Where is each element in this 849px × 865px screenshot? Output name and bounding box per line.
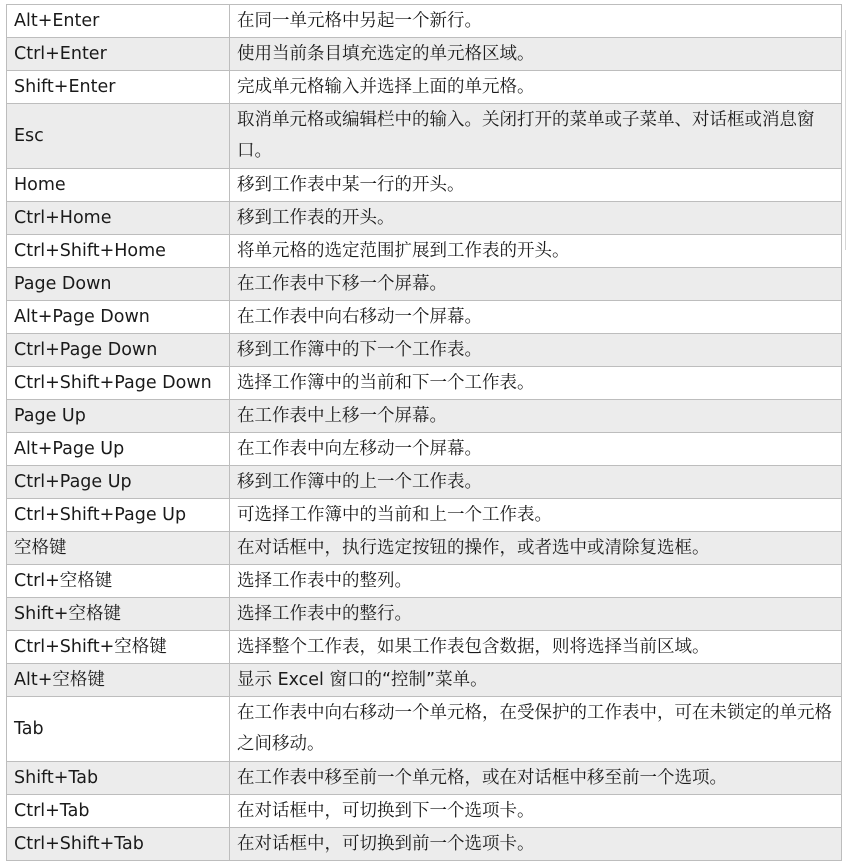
shortcut-table-container	[6, 4, 841, 861]
shortcut-description: 在对话框中，执行选定按钮的操作，或者选中或清除复选框。	[230, 532, 842, 565]
shortcut-description: 选择工作表中的整列。	[230, 565, 842, 598]
table-row	[7, 499, 842, 532]
shortcut-description: 使用当前条目填充选定的单元格区域。	[230, 38, 842, 71]
shortcut-description: 完成单元格输入并选择上面的单元格。	[230, 71, 842, 104]
shortcut-key: Tab	[7, 697, 230, 762]
shortcut-key: Home	[7, 169, 230, 202]
shortcut-key: Alt+空格键	[7, 664, 230, 697]
table-row	[7, 697, 842, 762]
shortcut-key: 空格键	[7, 532, 230, 565]
table-row	[7, 5, 842, 38]
shortcut-description: 移到工作簿中的上一个工作表。	[230, 466, 842, 499]
shortcut-key: Ctrl+Shift+Home	[7, 235, 230, 268]
table-row	[7, 433, 842, 466]
shortcut-description: 在工作表中向右移动一个单元格，在受保护的工作表中，可在未锁定的单元格之间移动。	[230, 697, 842, 762]
shortcut-description: 移到工作表的开头。	[230, 202, 842, 235]
shortcut-key: Ctrl+Enter	[7, 38, 230, 71]
shortcut-key: Page Down	[7, 268, 230, 301]
shortcut-description: 在工作表中上移一个屏幕。	[230, 400, 842, 433]
shortcut-key: Ctrl+Shift+Page Up	[7, 499, 230, 532]
table-row	[7, 532, 842, 565]
table-row	[7, 631, 842, 664]
table-row	[7, 565, 842, 598]
table-row	[7, 235, 842, 268]
shortcut-key: Ctrl+Page Up	[7, 466, 230, 499]
table-row	[7, 762, 842, 795]
shortcut-description: 在对话框中，可切换到下一个选项卡。	[230, 795, 842, 828]
table-row	[7, 828, 842, 861]
table-row	[7, 367, 842, 400]
shortcut-key: Alt+Page Up	[7, 433, 230, 466]
shortcut-description: 在工作表中下移一个屏幕。	[230, 268, 842, 301]
table-row	[7, 466, 842, 499]
shortcut-key: Ctrl+空格键	[7, 565, 230, 598]
shortcut-key: Esc	[7, 104, 230, 169]
scrollbar-edge[interactable]	[845, 30, 849, 250]
shortcut-key: Shift+空格键	[7, 598, 230, 631]
shortcut-description: 在同一单元格中另起一个新行。	[230, 5, 842, 38]
table-row	[7, 598, 842, 631]
shortcut-description: 在对话框中，可切换到前一个选项卡。	[230, 828, 842, 861]
table-row	[7, 202, 842, 235]
table-row	[7, 301, 842, 334]
table-row	[7, 71, 842, 104]
shortcut-description: 取消单元格或编辑栏中的输入。关闭打开的菜单或子菜单、对话框或消息窗口。	[230, 104, 842, 169]
shortcut-table	[6, 4, 842, 861]
shortcut-key: Ctrl+Shift+Tab	[7, 828, 230, 861]
shortcut-description: 移到工作表中某一行的开头。	[230, 169, 842, 202]
shortcut-description: 将单元格的选定范围扩展到工作表的开头。	[230, 235, 842, 268]
shortcut-description: 可选择工作簿中的当前和上一个工作表。	[230, 499, 842, 532]
shortcut-description: 在工作表中向右移动一个屏幕。	[230, 301, 842, 334]
shortcut-description: 在工作表中向左移动一个屏幕。	[230, 433, 842, 466]
shortcut-description: 在工作表中移至前一个单元格，或在对话框中移至前一个选项。	[230, 762, 842, 795]
shortcut-key: Ctrl+Tab	[7, 795, 230, 828]
table-row	[7, 400, 842, 433]
table-row	[7, 664, 842, 697]
shortcut-description: 选择整个工作表，如果工作表包含数据，则将选择当前区域。	[230, 631, 842, 664]
shortcut-description: 显示 Excel 窗口的“控制”菜单。	[230, 664, 842, 697]
table-row	[7, 795, 842, 828]
shortcut-description: 移到工作簿中的下一个工作表。	[230, 334, 842, 367]
shortcut-key: Ctrl+Page Down	[7, 334, 230, 367]
shortcut-description: 选择工作簿中的当前和下一个工作表。	[230, 367, 842, 400]
shortcut-key: Page Up	[7, 400, 230, 433]
shortcut-key: Shift+Tab	[7, 762, 230, 795]
table-row	[7, 169, 842, 202]
shortcut-key: Ctrl+Home	[7, 202, 230, 235]
table-row	[7, 38, 842, 71]
shortcut-key: Ctrl+Shift+空格键	[7, 631, 230, 664]
shortcut-key: Shift+Enter	[7, 71, 230, 104]
shortcut-key: Alt+Enter	[7, 5, 230, 38]
shortcut-key: Alt+Page Down	[7, 301, 230, 334]
table-row	[7, 334, 842, 367]
shortcut-key: Ctrl+Shift+Page Down	[7, 367, 230, 400]
shortcut-description: 选择工作表中的整行。	[230, 598, 842, 631]
table-row	[7, 268, 842, 301]
table-row	[7, 104, 842, 169]
